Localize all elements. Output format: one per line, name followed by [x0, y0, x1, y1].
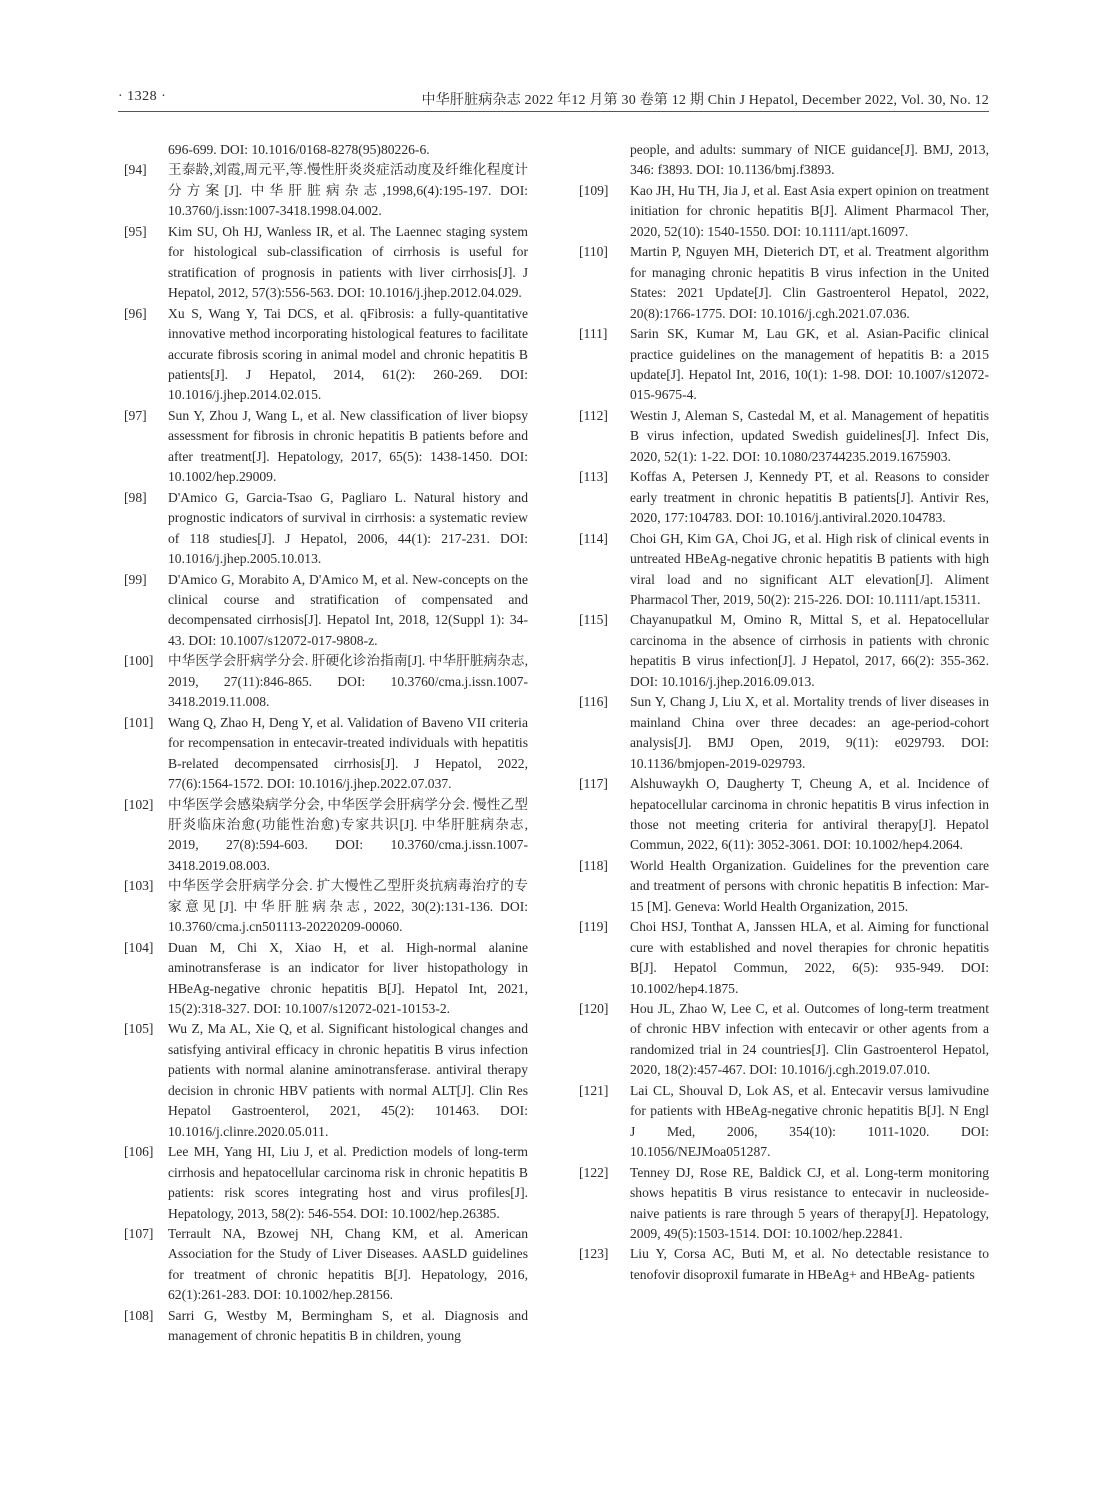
reference-number: [95]	[124, 223, 147, 239]
reference-entry	[573, 774, 989, 856]
reference-text: Choi HSJ, Tonthat A, Janssen HLA, et al. Aiming for functional cure with established and novel therapies for chronic hepatitis B[J]. Hepatol Commun, 2022, 6(5): 935-949. DOI: 10.1002/hep4.1875.	[630, 919, 989, 996]
reference-text: Alshuwaykh O, Daugherty T, Cheung A, et al. Incidence of hepatocellular carcinoma in chronic hepatitis B virus infection in those not meeting criteria for antiviral therapy[J]. Hepatol Commun, 2022, 6(11): 3052-3061. DOI: 10.1002/hep4.2064.	[630, 776, 989, 853]
reference-entry	[573, 917, 989, 999]
reference-number: [105]	[124, 1021, 154, 1037]
reference-text: Terrault NA, Bzowej NH, Chang KM, et al. American Association for the Study of Liver Diseases. AASLD guidelines for treatment of chronic hepatitis B[J]. Hepatology, 2016, 62(1):261-283. DOI: 10.1002/hep.28156.	[168, 1226, 528, 1303]
reference-column-left	[118, 140, 528, 1347]
reference-entry	[118, 1306, 528, 1347]
reference-text: people, and adults: summary of NICE guidance[J]. BMJ, 2013, 346: f3893. DOI: 10.1136/bmj.f3893.	[630, 142, 989, 178]
reference-text: Sarri G, Westby M, Bermingham S, et al. Diagnosis and management of chronic hepatitis B in children, young	[168, 1307, 528, 1344]
reference-text: Lee MH, Yang HI, Liu J, et al. Prediction models of long-term cirrhosis and hepatocellular carcinoma risk in chronic hepatitis B patients: risk scores integrating host and virus profiles[J]. Hepatology, 2013, 58(2): 546-554. DOI: 10.1002/hep.26385.	[168, 1144, 528, 1221]
reference-text: Tenney DJ, Rose RE, Baldick CJ, et al. Long-term monitoring shows hepatitis B virus resistance to entecavir in nucleoside-naive patients is rare through 5 years of therapy[J]. Hepatology, 2009, 49(5):1503-1514. DOI: 10.1002/hep.22841.	[630, 1164, 989, 1242]
reference-entry	[118, 795, 528, 877]
page-header	[118, 89, 989, 112]
reference-entry	[118, 1142, 528, 1224]
reference-entry	[118, 651, 528, 712]
reference-text: Wu Z, Ma AL, Xie Q, et al. Significant histological changes and satisfying antiviral efficacy in chronic hepatitis B virus infection patients with normal alanine aminotransferase. antiviral therapy decision in chronic HBV patients with normal ALT[J]. Clin Res Hepatol Gastroenterol, 2021, 45(2): 101463. DOI: 10.1016/j.clinre.2020.05.011.	[168, 1021, 528, 1139]
reference-entry	[573, 1163, 989, 1245]
reference-text: Wang Q, Zhao H, Deng Y, et al. Validation of Baveno VII criteria for recompensation in entecavir-treated individuals with hepatitis B-related decompensated cirrhosis[J]. J Hepatol, 2022, 77(6):1564-1572. DOI: 10.1016/j.jhep.2022.07.037.	[168, 714, 528, 792]
reference-entry	[573, 529, 989, 611]
reference-entry	[118, 713, 528, 795]
reference-text: Koffas A, Petersen J, Kennedy PT, et al. Reasons to consider early treatment in chronic hepatitis B patients[J]. Antivir Res, 2020, 177:104783. DOI: 10.1016/j.antiviral.2020.104783.	[630, 469, 989, 526]
reference-number: [117]	[579, 776, 608, 792]
reference-entry	[118, 1019, 528, 1142]
reference-number: [121]	[579, 1082, 609, 1098]
reference-text: Xu S, Wang Y, Tai DCS, et al. qFibrosis: a fully-quantitative innovative method incorporating histological features to facilitate accurate fibrosis scoring in animal model and chronic hepatitis B patients[J]. J Hepatol, 2014, 61(2): 260-269. DOI: 10.1016/j.jhep.2014.02.015.	[168, 305, 528, 403]
reference-number: [99]	[124, 571, 147, 587]
reference-number: [123]	[579, 1246, 609, 1262]
reference-entry	[118, 160, 528, 221]
reference-entry	[118, 488, 528, 570]
reference-number: [101]	[124, 714, 154, 730]
reference-entry	[573, 610, 989, 692]
reference-text: D'Amico G, Morabito A, D'Amico M, et al. New-concepts on the clinical course and stratification of compensated and decompensated cirrhosis[J]. Hepatol Int, 2018, 12(Suppl 1): 34-43. DOI: 10.1007/s12072-017-9808-z.	[168, 571, 528, 648]
reference-continuation	[118, 140, 528, 160]
reference-text: Liu Y, Corsa AC, Buti M, et al. No detectable resistance to tenofovir disoproxil fumarate in HBeAg+ and HBeAg- patients	[630, 1246, 989, 1282]
reference-text: 696-699. DOI: 10.1016/0168-8278(95)80226-6.	[168, 142, 430, 157]
reference-text: Sun Y, Zhou J, Wang L, et al. New classification of liver biopsy assessment for fibrosis in chronic hepatitis B patients before and after treatment[J]. Hepatology, 2017, 65(5): 1438-1450. DOI: 10.1002/hep.29009.	[168, 407, 528, 485]
reference-entry	[573, 406, 989, 467]
reference-entry	[573, 1081, 989, 1163]
reference-entry	[118, 570, 528, 652]
page-number: · 1328 ·	[118, 89, 167, 104]
reference-number: [112]	[579, 407, 608, 423]
reference-number: [108]	[124, 1307, 154, 1323]
reference-entry	[118, 938, 528, 1020]
reference-text: Westin J, Aleman S, Castedal M, et al. Management of hepatitis B virus infection, updated Swedish guidelines[J]. Infect Dis, 2020, 52(1): 1-22. DOI: 10.1080/23744235.2019.1675903.	[630, 407, 989, 464]
reference-text: Choi GH, Kim GA, Choi JG, et al. High risk of clinical events in untreated HBeAg-negative chronic hepatitis B patients with high viral load and no significant ALT elevation[J]. Aliment Pharmacol Ther, 2019, 50(2): 215-226. DOI: 10.1111/apt.15311.	[630, 530, 989, 607]
reference-text: Kao JH, Hu TH, Jia J, et al. East Asia expert opinion on treatment initiation for chronic hepatitis B[J]. Aliment Pharmacol Ther, 2020, 52(10): 1540-1550. DOI: 10.1111/apt.16097.	[630, 182, 989, 239]
reference-number: [107]	[124, 1226, 154, 1242]
reference-number: [111]	[579, 326, 608, 342]
reference-text: Martin P, Nguyen MH, Dieterich DT, et al. Treatment algorithm for managing chronic hepatitis B virus infection in the United States: 2021 Update[J]. Clin Gastroenterol Hepatol, 2022, 20(8):1766-1775. DOI: 10.1016/j.cgh.2021.07.036.	[630, 244, 989, 321]
reference-number: [113]	[579, 469, 608, 485]
reference-entry	[573, 181, 989, 242]
reference-number: [106]	[124, 1144, 154, 1160]
reference-column-right	[573, 140, 989, 1285]
reference-text: 中华医学会肝病学分会. 扩大慢性乙型肝炎抗病毒治疗的专家意见[J]. 中华肝脏病杂志, 2022, 30(2):131-136. DOI: 10.3760/cma.j.cn501113-20220209-00060.	[168, 878, 528, 935]
reference-entry	[573, 242, 989, 324]
reference-number: [110]	[579, 244, 608, 260]
reference-text: Chayanupatkul M, Omino R, Mittal S, et al. Hepatocellular carcinoma in the absence of cirrhosis in patients with chronic hepatitis B virus infection[J]. J Hepatol, 2017, 66(2): 355-362. DOI: 10.1016/j.jhep.2016.09.013.	[630, 612, 989, 689]
reference-entry	[573, 999, 989, 1081]
reference-number: [100]	[124, 653, 154, 669]
reference-number: [116]	[579, 694, 608, 710]
reference-number: [119]	[579, 919, 608, 935]
reference-number: [109]	[579, 182, 609, 198]
reference-text: World Health Organization. Guidelines for the prevention care and treatment of persons with chronic hepatitis B infection: Mar-15 [M]. Geneva: World Health Organization, 2015.	[630, 857, 989, 914]
reference-text: 中华医学会肝病学分会. 肝硬化诊治指南[J]. 中华肝脏病杂志, 2019, 27(11):846-865. DOI: 10.3760/cma.j.issn.1007-3418.2019.11.008.	[168, 653, 528, 710]
reference-entry	[118, 304, 528, 406]
reference-number: [118]	[579, 857, 608, 873]
reference-number: [96]	[124, 305, 147, 321]
reference-number: [120]	[579, 1001, 609, 1017]
reference-entry	[573, 856, 989, 917]
reference-text: Sun Y, Chang J, Liu X, et al. Mortality trends of liver diseases in mainland China over three decades: an age-period-cohort analysis[J]. BMJ Open, 2019, 9(11): e029793. DOI: 10.1136/bmjopen-2019-029793.	[630, 694, 989, 771]
reference-entry	[118, 406, 528, 488]
reference-number: [114]	[579, 530, 608, 546]
reference-entry	[118, 222, 528, 304]
reference-entry	[573, 692, 989, 774]
reference-entry	[118, 1224, 528, 1306]
reference-text: Kim SU, Oh HJ, Wanless IR, et al. The Laennec staging system for histological sub-classification of cirrhosis is useful for stratification of prognosis in patients with liver cirrhosis[J]. J Hepatol, 2012, 57(3):556-563. DOI: 10.1016/j.jhep.2012.04.029.	[168, 223, 528, 301]
reference-entry	[573, 467, 989, 528]
reference-number: [98]	[124, 489, 147, 505]
journal-citation-line: 中华肝脏病杂志 2022 年12 月第 30 卷第 12 期 Chin J Hepatol, December 2022, Vol. 30, No. 12	[421, 93, 989, 108]
reference-number: [104]	[124, 939, 154, 955]
reference-number: [115]	[579, 612, 608, 628]
reference-text: D'Amico G, Garcia-Tsao G, Pagliaro L. Natural history and prognostic indicators of survival in cirrhosis: a systematic review of 118 studies[J]. J Hepatol, 2006, 44(1): 217-231. DOI: 10.1016/j.jhep.2005.10.013.	[168, 489, 528, 567]
reference-number: [97]	[124, 407, 147, 423]
reference-number: [102]	[124, 796, 154, 812]
reference-text: Duan M, Chi X, Xiao H, et al. High-normal alanine aminotransferase is an indicator for liver histopathology in HBeAg-negative chronic hepatitis B[J]. Hepatol Int, 2021, 15(2):318-327. DOI: 10.1007/s12072-021-10153-2.	[168, 939, 528, 1017]
reference-text: Lai CL, Shouval D, Lok AS, et al. Entecavir versus lamivudine for patients with HBeAg-negative chronic hepatitis B[J]. N Engl J Med, 2006, 354(10): 1011-1020. DOI: 10.1056/NEJMoa051287.	[630, 1082, 989, 1160]
reference-number: [103]	[124, 878, 154, 894]
reference-text: 中华医学会感染病学分会, 中华医学会肝病学分会. 慢性乙型肝炎临床治愈(功能性治愈)专家共识[J]. 中华肝脏病杂志, 2019, 27(8):594-603. DOI: 10.3760/cma.j.issn.1007-3418.2019.08.003.	[168, 796, 528, 873]
reference-entry	[573, 1244, 989, 1285]
reference-entry	[118, 876, 528, 937]
reference-entry	[573, 324, 989, 406]
reference-continuation	[573, 140, 989, 181]
reference-text: 王泰龄,刘霞,周元平,等.慢性肝炎炎症活动度及纤维化程度计分方案[J]. 中华肝脏病杂志,1998,6(4):195-197. DOI: 10.3760/j.issn:1007-3418.1998.04.002.	[168, 162, 528, 219]
reference-text: Hou JL, Zhao W, Lee C, et al. Outcomes of long-term treatment of chronic HBV infection with entecavir or other agents from a randomized trial in 24 countries[J]. Clin Gastroenterol Hepatol, 2020, 18(2):457-467. DOI: 10.1016/j.cgh.2019.07.010.	[630, 1001, 989, 1078]
reference-number: [94]	[124, 162, 147, 178]
reference-text: Sarin SK, Kumar M, Lau GK, et al. Asian-Pacific clinical practice guidelines on the management of hepatitis B: a 2015 update[J]. Hepatol Int, 2016, 10(1): 1-98. DOI: 10.1007/s12072-015-9675-4.	[630, 326, 989, 403]
reference-number: [122]	[579, 1164, 609, 1180]
